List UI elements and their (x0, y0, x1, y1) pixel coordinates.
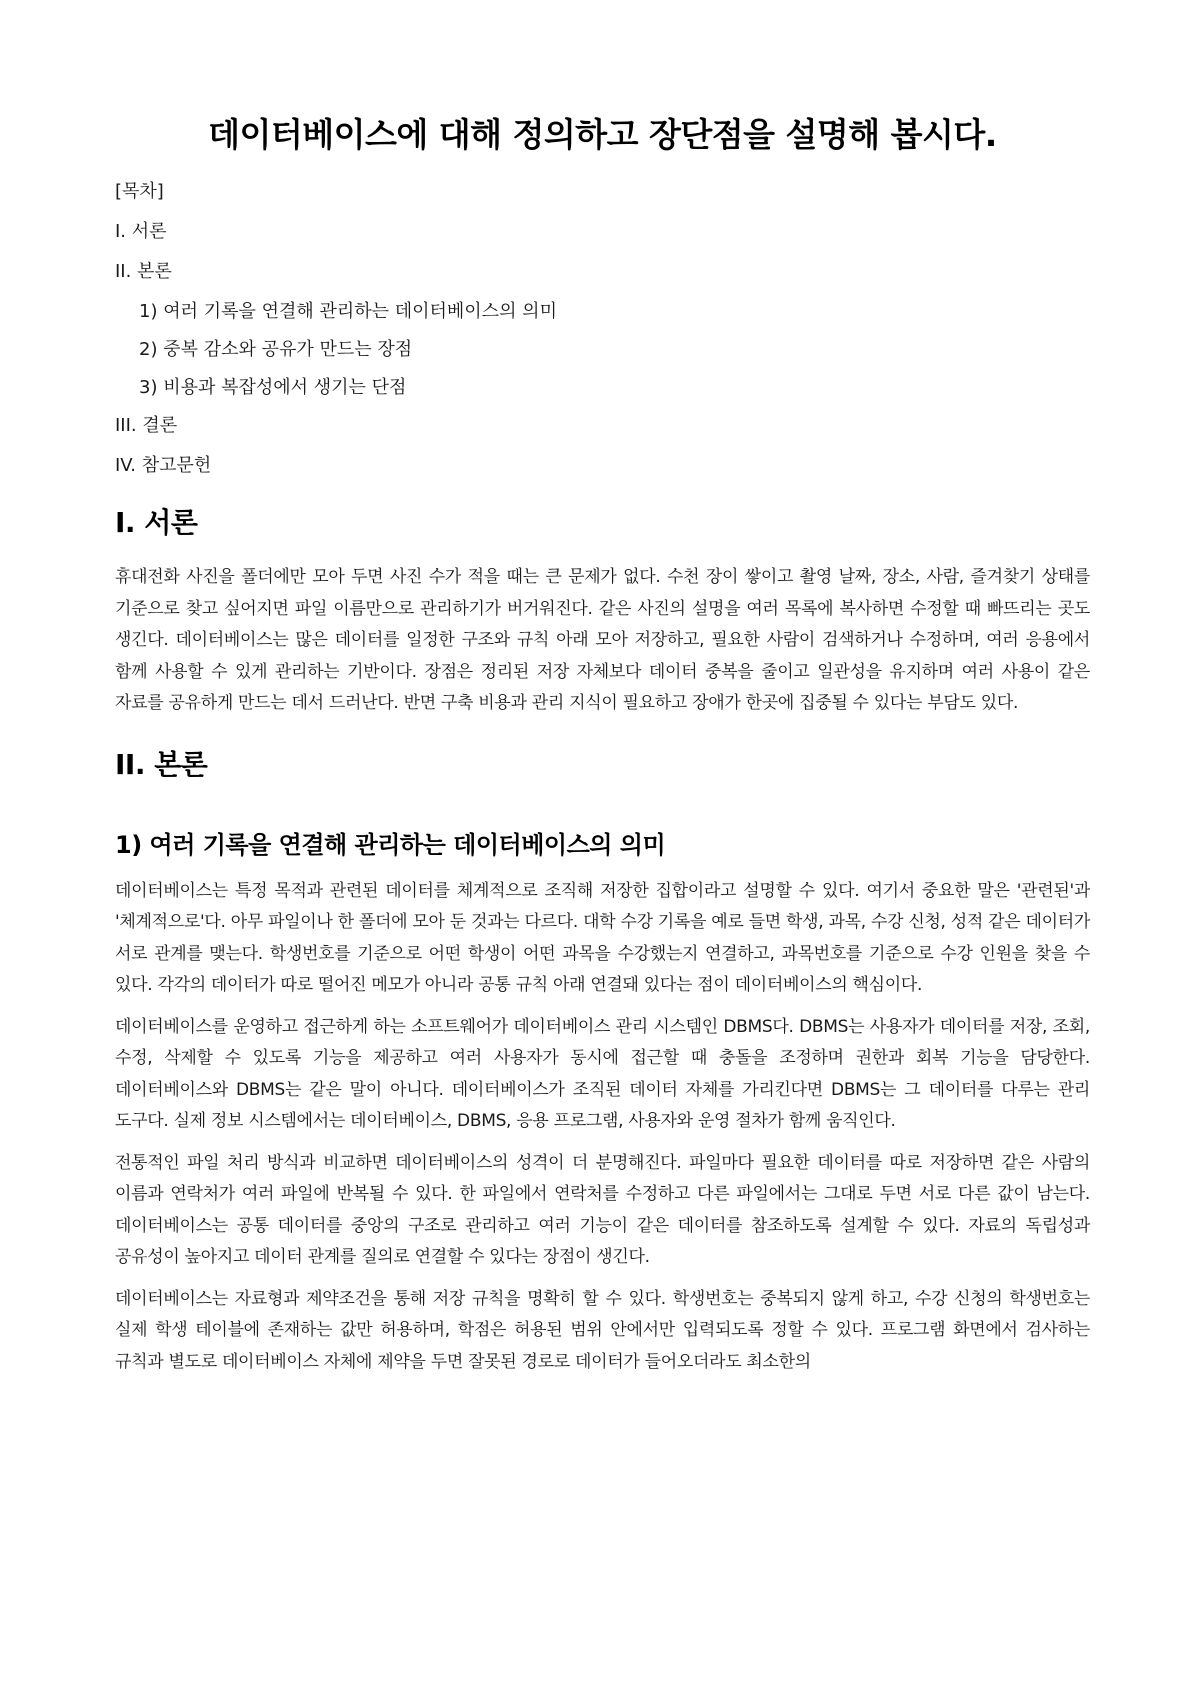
toc-item-body-2: 2) 중복 감소와 공유가 만드는 장점 (139, 339, 413, 360)
toc-item-body-3: 3) 비용과 복잡성에서 생기는 단점 (139, 377, 407, 398)
subsection-1-paragraph-3: 전통적인 파일 처리 방식과 비교하면 데이터베이스의 성격이 더 분명해진다. 파일마다 필요한 데이터를 따로 저장하면 같은 사람의 이름과 연락처가 여러 파일에 반복될 수 있다. 한 파일에서 연락처를 수정하고 다른 파일에서는 그대로 두면 서로 다른 값이 남는다. 데이터베이스는 공통 데이터를 중앙의 구조로 관리하고 여러 기능이 같은 데이터를 참조하도록 설계할 수 있다. 자료의 독립성과 공유성이 높아지고 데이터 관계를 질의로 연결할 수 있다는 장점이 생긴다. (115, 1152, 1090, 1267)
intro-heading: I. 서론 (115, 506, 198, 539)
toc-item-body: II. 본론 (115, 261, 172, 282)
document-title: 데이터베이스에 대해 정의하고 장단점을 설명해 봅시다. (208, 115, 997, 154)
subsection-1-paragraph-4: 데이터베이스는 자료형과 제약조건을 통해 저장 규칙을 명확히 할 수 있다. 학생번호는 중복되지 않게 하고, 수강 신청의 학생번호는 실제 학생 테이블에 존재하는 값만 허용하며, 학점은 허용된 범위 안에서만 입력되도록 정할 수 있다. 프로그램 화면에서 검사하는 규칙과 별도로 데이터베이스 자체에 제약을 두면 잘못된 경로로 데이터가 들어오더라도 최소한의 (115, 1288, 1090, 1372)
toc-item-body-1: 1) 여러 기록을 연결해 관리하는 데이터베이스의 의미 (139, 301, 557, 322)
subsection-1-paragraph-1: 데이터베이스는 특정 목적과 관련된 데이터를 체계적으로 조직해 저장한 집합이라고 설명할 수 있다. 여기서 중요한 말은 '관련된'과 '체계적으로'다. 아무 파일이나 한 폴더에 모아 둔 것과는 다르다. 대학 수강 기록을 예로 들면 학생, 과목, 수강 신청, 성적 같은 데이터가 서로 관계를 맺는다. 학생번호를 기준으로 어떤 학생이 어떤 과목을 수강했는지 연결하고, 과목번호를 기준으로 수강 인원을 찾을 수 있다. 각각의 데이터가 따로 떨어진 메모가 아니라 공통 규칙 아래 연결돼 있다는 점이 데이터베이스의 핵심이다. (115, 880, 1090, 995)
toc-item-conclusion: III. 결론 (115, 415, 178, 436)
document-page (115, 110, 1090, 1388)
body-heading: II. 본론 (115, 747, 208, 781)
table-of-contents (115, 180, 1090, 478)
intro-paragraph: 휴대전화 사진을 폴더에만 모아 두면 사진 수가 적을 때는 큰 문제가 없다. 수천 장이 쌓이고 촬영 날짜, 장소, 사람, 즐겨찾기 상태를 기준으로 찾고 싶어지면 파일 이름만으로 관리하기가 버거워진다. 같은 사진의 설명을 여러 목록에 복사하면 수정할 때 빠뜨리는 곳도 생긴다. 데이터베이스는 많은 데이터를 일정한 구조와 규칙 아래 모아 저장하고, 필요한 사람이 검색하거나 수정하며, 여러 응용에서 함께 사용할 수 있게 관리하는 기반이다. 장점은 정리된 저장 자체보다 데이터 중복을 줄이고 일관성을 유지하며 여러 사용이 같은 자료를 공유하게 만드는 데서 드러난다. 반면 구축 비용과 관리 지식이 필요하고 장애가 한곳에 집중될 수 있다는 부담도 있다. (115, 567, 1090, 713)
subsection-1-paragraph-2: 데이터베이스를 운영하고 접근하게 하는 소프트웨어가 데이터베이스 관리 시스템인 DBMS다. DBMS는 사용자가 데이터를 저장, 조회, 수정, 삭제할 수 있도록 기능을 제공하고 여러 사용자가 동시에 접근할 때 충돌을 조정하며 권한과 회복 기능을 담당한다. 데이터베이스와 DBMS는 같은 말이 아니다. 데이터베이스가 조직된 데이터 자체를 가리킨다면 DBMS는 그 데이터를 다루는 관리 도구다. 실제 정보 시스템에서는 데이터베이스, DBMS, 응용 프로그램, 사용자와 운영 절차가 함께 움직인다. (115, 1016, 1090, 1131)
toc-heading: [목차] (115, 181, 164, 202)
toc-item-intro: I. 서론 (115, 221, 167, 242)
toc-item-references: IV. 참고문헌 (115, 455, 212, 476)
subsection-1-heading: 1) 여러 기록을 연결해 관리하는 데이터베이스의 의미 (115, 830, 666, 859)
